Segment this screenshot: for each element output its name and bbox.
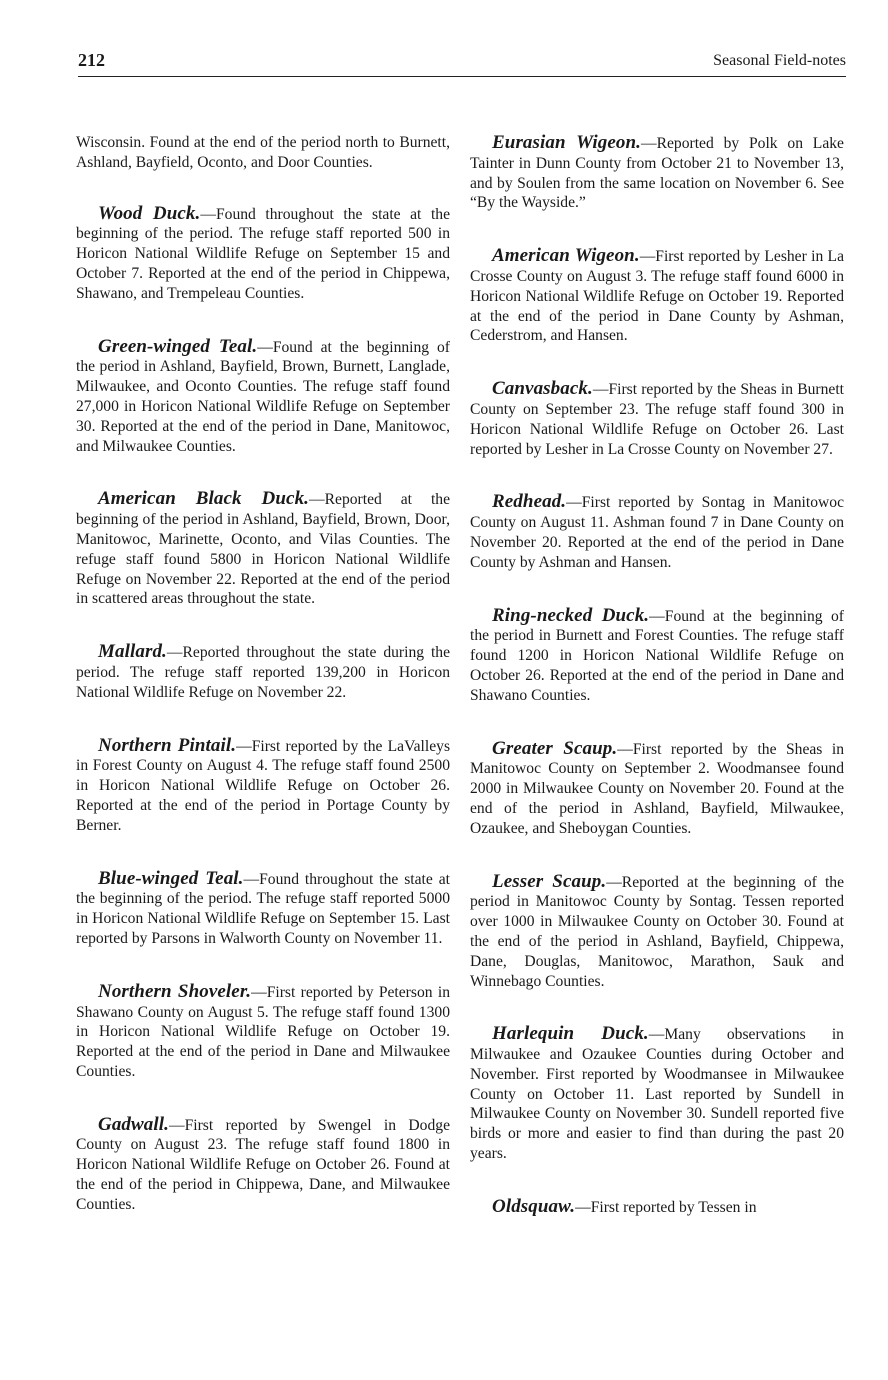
species-entry xyxy=(76,204,450,304)
species-entry xyxy=(76,642,450,702)
species-text: —Found at the beginning of the period in Ashland, Bayfield, Brown, Burnett, Langlade, Milwaukee, and Oconto Counties. The refuge staff found 27,000 in Horicon National Wildlife Refuge on September 30. Reported at the end of the period in Dane, Manitowoc, and Milwaukee Counties. xyxy=(76,338,450,455)
species-text: —First reported by the LaValleys in Forest County on August 4. The refuge staff found 2500 in Horicon National Wildlife Refuge on October 26. Reported at the end of the period in Portage County by Berner. xyxy=(76,737,451,834)
species-text: —Found throughout the state at the beginning of the period. The refuge staff reported 500 in Horicon National Wildlife Refuge on September 15 and October 7. Reported at the end of the period in Chippewa, Shawano, and Trempeleau Counties. xyxy=(76,205,450,302)
species-name: Gadwall. xyxy=(98,1113,170,1135)
species-name: Lesser Scaup. xyxy=(492,870,607,892)
species-entry xyxy=(76,869,450,949)
species-name: Redhead. xyxy=(492,491,567,513)
species-text: —Found at the beginning of the period in Burnett and Forest Counties. The refuge staff found 1200 in Horicon National Wildlife Refuge on October 26. Reported at the end of the period in Dane and Shawano Counties. xyxy=(470,607,844,704)
page-header xyxy=(78,50,846,77)
species-name: Canvasback. xyxy=(492,378,593,400)
species-entry xyxy=(470,379,844,459)
species-entry xyxy=(76,982,450,1082)
continuation-text: Wisconsin. Found at the end of the period north to Burnett, Ashland, Bayfield, Oconto, and Door Counties. xyxy=(76,134,450,171)
species-entry xyxy=(76,1115,450,1215)
species-entry xyxy=(470,133,844,213)
species-entry xyxy=(470,1197,844,1218)
species-text: —First reported by Peterson in Shawano County on August 5. The refuge staff found 1300 in Horicon National Wildlife Refuge on October 19. Reported at the end of the period in Dane and Milwaukee Counties. xyxy=(76,983,450,1080)
running-head: Seasonal Field-notes xyxy=(713,52,846,69)
continuation-paragraph xyxy=(76,133,450,173)
species-text: —Reported throughout the state during the period. The refuge staff reported 139,200 in Horicon National Wildlife Refuge on November 22. xyxy=(76,644,450,701)
species-name: Eurasian Wigeon. xyxy=(492,132,642,153)
species-name: Greater Scaup. xyxy=(492,737,618,759)
species-text: —First reported by Swengel in Dodge County on August 23. The refuge staff found 1800 in Horicon National Wildlife Refuge on October 26. Found at the end of the period in Chippewa, Dane, and Milwaukee Counties. xyxy=(76,1116,450,1213)
species-entry xyxy=(470,492,844,572)
right-column xyxy=(470,133,844,1251)
species-name: Northern Shoveler. xyxy=(98,980,252,1002)
species-name: Oldsquaw. xyxy=(492,1195,576,1217)
species-entry xyxy=(76,489,450,609)
species-text: —First reported by the Sheas in Burnett County on September 23. The refuge staff found 300 in Horicon National Wildlife Refuge on October 26. Last reported by Lesher in La Crosse County on November 27. xyxy=(470,381,844,458)
species-text: —Reported by Polk on Lake Tainter in Dunn County from October 21 to November 13, and by Soulen from the same location on November 6. See “By the Wayside.” xyxy=(470,135,844,212)
species-text: —Reported at the beginning of the period in Manitowoc County by Sontag. Tessen reported over 1000 in Milwaukee County on October 30. Found at the end of the period in Ashland, Bayfield, Chippewa, Dane, Douglas, Manitowoc, Marathon, Sauk and Winnebago Counties. xyxy=(470,873,844,990)
species-text: —Found throughout the state at the beginning of the period. The refuge staff reported 5000 in Horicon National Wildlife Refuge on September 15. Last reported by Parsons in Walworth County on November 11. xyxy=(76,870,450,947)
species-name: American Wigeon. xyxy=(492,245,640,267)
species-entry xyxy=(76,736,450,836)
species-text: —Reported at the beginning of the period in Ashland, Bayfield, Brown, Door, Manitowoc, Marinette, Oconto, and Vilas Counties. The refuge staff found 5800 in Horicon National Wildlife Refuge on November 22. Reported at the end of the period in scattered areas throughout the state. xyxy=(76,491,450,608)
species-text: —First reported by Tessen in xyxy=(575,1198,757,1216)
species-name: Mallard. xyxy=(98,641,167,663)
species-entry xyxy=(470,1024,844,1164)
species-entry xyxy=(76,337,450,457)
species-name: Green-winged Teal. xyxy=(98,335,258,357)
species-text: —First reported by Sontag in Manitowoc County on August 11. Ashman found 7 in Dane County on November 20. Reported at the end of the period in Dane County by Ashman and Hansen. xyxy=(470,494,844,571)
species-name: Blue-winged Teal. xyxy=(98,867,244,889)
species-text: —Many observations in Milwaukee and Ozaukee Counties during October and November. First reported by Woodmansee in Milwaukee County on October 11. Last reported by Sundell in Milwaukee County on November 30. Sundell reported five birds or more and easier to find than during the past 20 years. xyxy=(470,1026,844,1163)
species-name: Wood Duck. xyxy=(98,202,201,224)
species-name: Harlequin Duck. xyxy=(492,1023,649,1045)
species-text: —First reported by the Sheas in Manitowoc County on September 2. Woodmansee found 2000 in Milwaukee County on November 20. Found at the end of the period in Ashland, Bayfield, Milwaukee, Ozaukee, and Sheboygan Counties. xyxy=(470,740,844,837)
species-entry xyxy=(470,246,844,346)
species-name: Ring-necked Duck. xyxy=(492,604,650,626)
left-column xyxy=(76,133,450,1248)
species-text: —First reported by Lesher in La Crosse County on August 3. The refuge staff found 6000 in Horicon National Wildlife Refuge on October 19. Reported at the end of the period in Dane County by Ashman, Cederstrom, and Hansen. xyxy=(470,248,844,345)
species-name: Northern Pintail. xyxy=(98,734,237,756)
species-entry xyxy=(470,739,844,839)
species-name: American Black Duck. xyxy=(98,488,310,510)
page-number: 212 xyxy=(78,50,105,70)
species-entry xyxy=(470,606,844,706)
species-entry xyxy=(470,872,844,992)
